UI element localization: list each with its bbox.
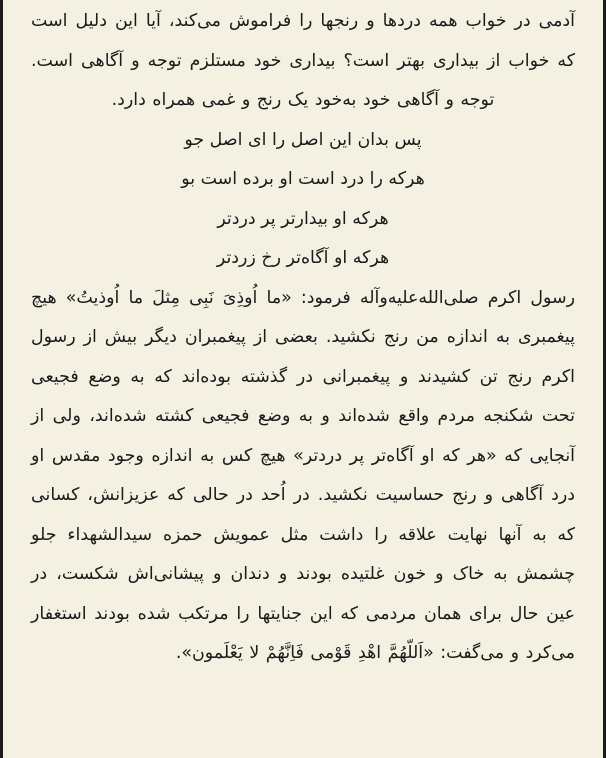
poem-line-2: هرکه را درد است او برده است بو (181, 169, 425, 189)
text-content (31, 2, 575, 674)
body-paragraph: رسول اکرم صلی‌الله‌علیه‌وآله فرمود: «ما اُوذِیَ نَبِی مِثلَ ما اُوذیتُ» هیچ پیغمبری به اندازه من رنج نکشید. بعضی از پیغمبران دیگر بیش از رسول اکرم رنج تن کشیدند و پیغمبرانی در گذشته بوده‌اند که به وضع فجیعی تحت شکنجه مردم واقع شده‌اند و به وضع فجیعی کشته شده‌اند، ولی از آنجایی که «هر که او آگاه‌تر پر دردتر» هیچ کس به اندازه وجود مقدس او درد آگاهی و رنج حساسیت نکشید. در اُحد در حالی که عزیزانش، کسانی که به آنها نهایت علاقه را داشت مثل عمویش حمزه سیدالشهداء جلو چشمش به خاک و خون غلتیده بودند و دندان و پیشانی‌اش شکست، در عین حال برای همان مردمی که این جنایتها را مرتکب شده بودند استغفار می‌کرد و می‌گفت: «اَللّهُمَّ اهْدِ قَوْمی فَاِنَّهُمْ لا یَعْلَمون». (31, 287, 575, 663)
poem-line-4: هرکه او آگاه‌تر رخ زردتر (216, 248, 390, 268)
poem-verses (31, 121, 575, 279)
intro-paragraph: آدمی در خواب همه دردها و رنجها را فراموش می‌کند، آیا این دلیل است که خواب از بیداری بهتر است؟ بیداری خود مستلزم توجه و آگاهی است. توجه و آگاهی خود به‌خود یک رنج و غمی همراه دارد. (31, 11, 575, 110)
poem-line-3: هرکه او بیدارتر پر دردتر (217, 208, 389, 229)
poem-line-1: پس بدان این اصل را ای اصل جو (184, 129, 422, 150)
